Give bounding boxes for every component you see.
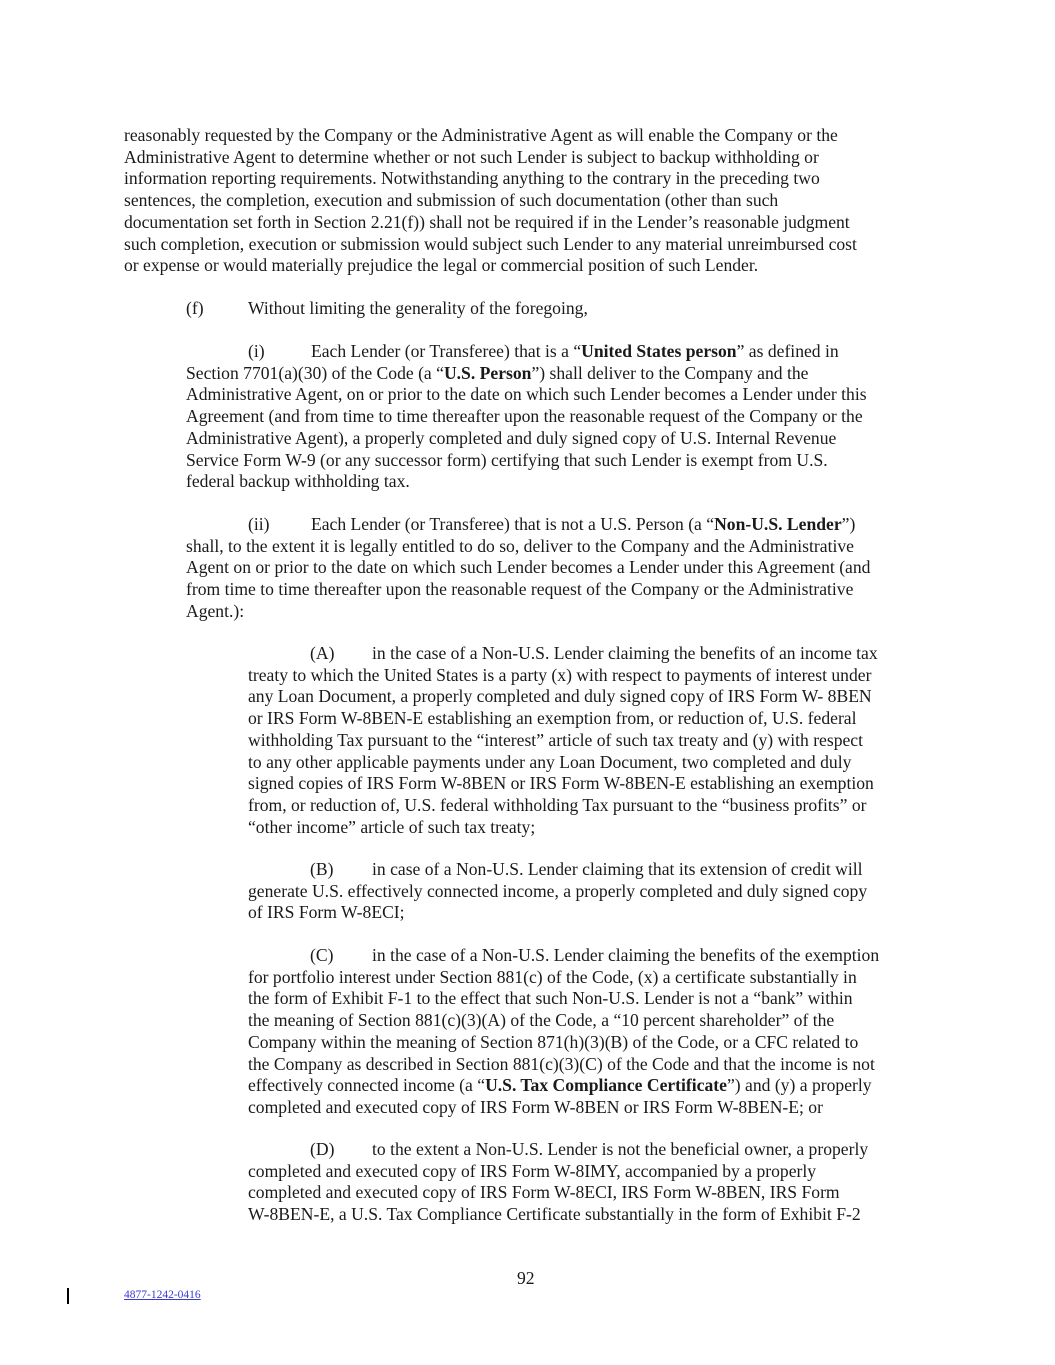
subclause-a <box>248 643 938 838</box>
subclause-text: ”) and (y) a properly <box>726 1075 872 1096</box>
clause-i <box>186 341 936 493</box>
subclause-text: in the case of a Non-U.S. Lender claiming the benefits of an income tax <box>372 643 878 663</box>
text-line: Agreement (and from time to time thereafter upon the reasonable request of the Company or the <box>186 406 863 427</box>
clause-text: ” as defined in <box>736 341 839 361</box>
text-line: withholding Tax pursuant to the “interest” article of such tax treaty and (y) with respect <box>248 729 864 750</box>
subclause-text: effectively connected income (a “ <box>248 1075 486 1096</box>
text-line: Administrative Agent, on or prior to the date on which such Lender becomes a Lender under this <box>186 384 867 405</box>
text-line: shall, to the extent it is legally entitled to do so, deliver to the Company and the Administrative <box>186 535 854 556</box>
subclause-c <box>248 945 938 1119</box>
defined-term: U.S. Person <box>443 362 532 383</box>
defined-term: Non-U.S. Lender <box>714 514 842 534</box>
text-line: signed copies of IRS Form W-8BEN or IRS Form W-8BEN-E establishing an exemption <box>248 773 874 794</box>
page-number: 92 <box>517 1268 535 1288</box>
text-line: federal backup withholding tax. <box>186 471 410 492</box>
text-line: sentences, the completion, execution and submission of such documentation (other than such <box>124 190 779 211</box>
subclause-label: (B) <box>310 859 334 879</box>
clause-text: ”) <box>841 514 856 534</box>
subclause-label: (A) <box>310 643 335 663</box>
subclause-text: in the case of a Non-U.S. Lender claiming the benefits of the exemption <box>372 945 880 965</box>
text-line: from time to time thereafter upon the reasonable request of the Company or the Administrative <box>186 579 854 600</box>
subclause-label: (C) <box>310 945 334 965</box>
text-line: Company within the meaning of Section 871(h)(3)(B) of the Code, or a CFC related to <box>248 1031 859 1052</box>
text-line: for portfolio interest under Section 881(c) of the Code, (x) a certificate substantially in <box>248 966 857 987</box>
clause-label: (i) <box>248 341 265 361</box>
section-f <box>186 298 946 320</box>
text-line: completed and executed copy of IRS Form W-8ECI, IRS Form W-8BEN, IRS Form <box>248 1182 840 1203</box>
text-line: Agent.): <box>186 600 245 621</box>
text-line: or IRS Form W-8BEN-E establishing an exemption from, or reduction of, U.S. federal <box>248 708 857 729</box>
section-text: Without limiting the generality of the foregoing, <box>248 298 588 318</box>
text-line: Service Form W-9 (or any successor form) certifying that such Lender is exempt from U.S. <box>186 449 828 470</box>
text-line: the meaning of Section 881(c)(3)(A) of the Code, a “10 percent shareholder” of the <box>248 1010 835 1031</box>
text-line: of IRS Form W-8ECI; <box>248 902 405 923</box>
defined-term: U.S. Tax Compliance Certificate <box>485 1075 727 1096</box>
text-line: documentation set forth in Section 2.21(f)) shall not be required if in the Lender’s reasonable judgment <box>124 211 850 232</box>
clause-label: (ii) <box>248 514 270 534</box>
section-label: (f) <box>186 298 204 318</box>
text-line: the form of Exhibit F-1 to the effect that such Non-U.S. Lender is not a “bank” within <box>248 988 853 1009</box>
text-line: treaty to which the United States is a party (x) with respect to payments of interest under <box>248 664 872 685</box>
text-line: generate U.S. effectively connected income, a properly completed and duly signed copy <box>248 880 868 901</box>
clause-text: Each Lender (or Transferee) that is a “ <box>311 341 582 361</box>
text-line: W-8BEN-E, a U.S. Tax Compliance Certificate substantially in the form of Exhibit F-2 <box>248 1204 861 1225</box>
text-line: to any other applicable payments under any Loan Document, two completed and duly <box>248 751 852 772</box>
subclause-text: in case of a Non-U.S. Lender claiming that its extension of credit will <box>372 859 863 879</box>
clause-text: Each Lender (or Transferee) that is not a U.S. Person (a “ <box>311 514 715 534</box>
text-line: or expense or would materially prejudice the legal or commercial position of such Lender. <box>124 255 759 276</box>
text-line: reasonably requested by the Company or the Administrative Agent as will enable the Company or the <box>124 125 838 145</box>
clause-text: ”) shall deliver to the Company and the <box>531 362 809 383</box>
text-line: Administrative Agent), a properly completed and duly signed copy of U.S. Internal Revenue <box>186 427 837 448</box>
text-line: the Company as described in Section 881(c)(3)(C) of the Code and that the income is not <box>248 1053 875 1074</box>
text-line: any Loan Document, a properly completed and duly signed copy of IRS Form W- 8BEN <box>248 686 872 707</box>
text-line: completed and executed copy of IRS Form W-8IMY, accompanied by a properly <box>248 1160 817 1181</box>
subclause-d <box>248 1139 938 1226</box>
subclause-b <box>248 859 938 924</box>
text-line: Administrative Agent to determine whether or not such Lender is subject to backup withholding or <box>124 146 819 167</box>
document-id-link[interactable]: 4877-1242-0416 <box>124 1289 201 1301</box>
intro-paragraph <box>124 125 934 277</box>
defined-term: United States person <box>581 341 737 361</box>
subclause-text: to the extent a Non-U.S. Lender is not the beneficial owner, a properly <box>372 1139 869 1159</box>
text-line: from, or reduction of, U.S. federal withholding Tax pursuant to the “business profits” or <box>248 794 867 815</box>
clause-text: Section 7701(a)(30) of the Code (a “ <box>186 362 444 383</box>
change-bar <box>67 1288 69 1304</box>
text-line: “other income” article of such tax treaty; <box>248 816 536 837</box>
text-line: information reporting requirements. Notwithstanding anything to the contrary in the preceding two <box>124 168 820 189</box>
subclause-label: (D) <box>310 1139 335 1159</box>
text-line: such completion, execution or submission would subject such Lender to any material unreimbursed cost <box>124 233 857 254</box>
text-line: completed and executed copy of IRS Form W-8BEN or IRS Form W-8BEN-E; or <box>248 1096 823 1117</box>
clause-ii <box>186 514 936 623</box>
text-line: Agent on or prior to the date on which such Lender becomes a Lender under this Agreement (and <box>186 557 871 578</box>
